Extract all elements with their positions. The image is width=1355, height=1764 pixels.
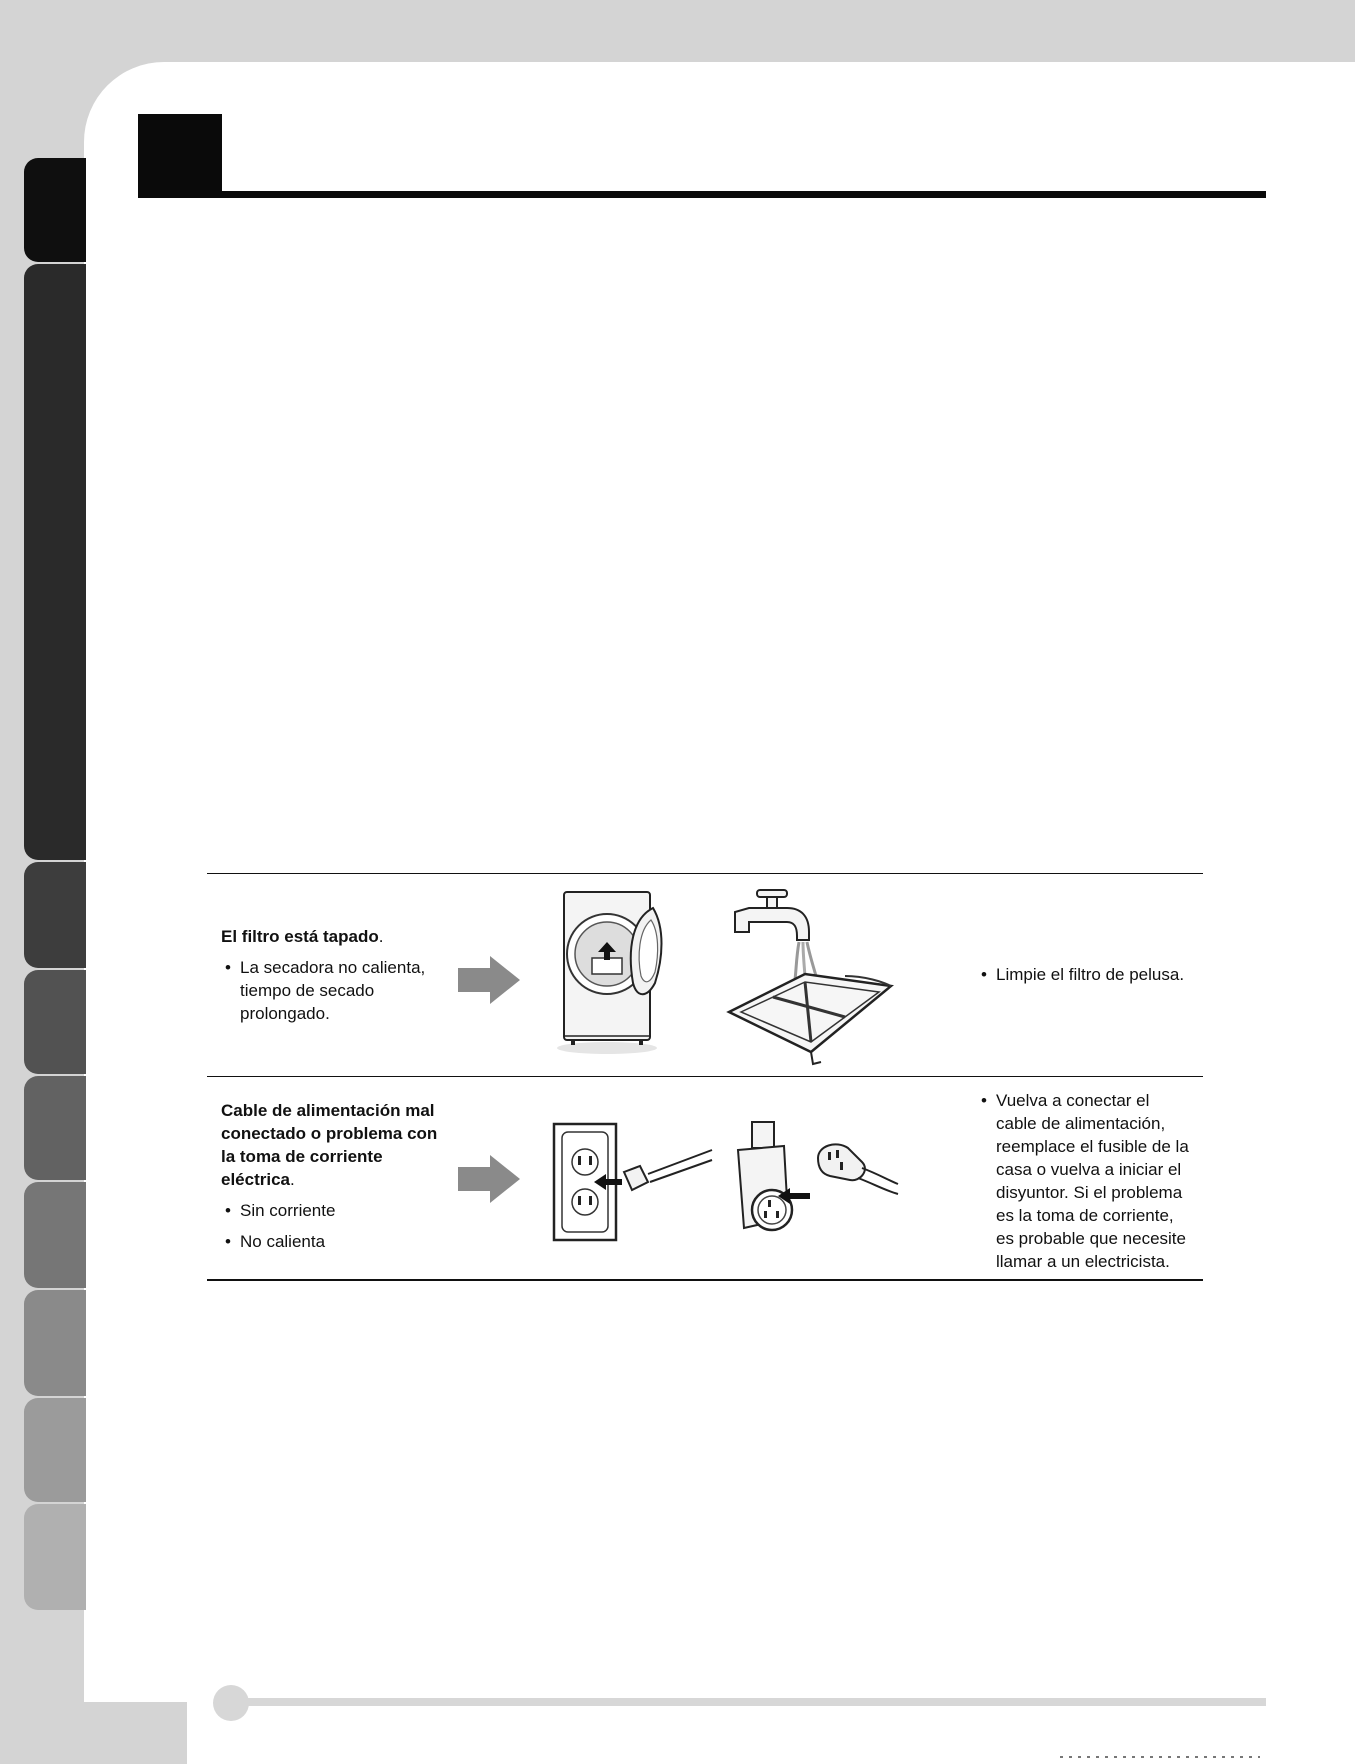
chapter-tab-7[interactable] (24, 1290, 86, 1396)
table-row-2-cause: Cable de alimentación mal conectado o problema con la toma de corriente eléctrica. • Sin corriente • No calienta (221, 1099, 451, 1253)
table-top-rule (207, 873, 1203, 874)
table-row-1-solution (980, 963, 1192, 986)
page-number-circle (213, 1685, 249, 1721)
table-row-2-solution (980, 1089, 1192, 1273)
table-row-divider (207, 1076, 1203, 1077)
chapter-tab-9[interactable] (24, 1504, 86, 1610)
manual-page (84, 62, 1355, 1702)
symptom-list (221, 956, 451, 1025)
symptom-item: • La secadora no calienta, tiempo de secado prolongado. (221, 956, 451, 1025)
faucet-rinsing-filter-icon (725, 884, 913, 1072)
page-bottom-strip (0, 1702, 1355, 1764)
table-row-1-cause: El filtro está tapado. • La secadora no calienta, tiempo de secado prolongado. (221, 925, 451, 1025)
section-header-rule (138, 191, 1266, 198)
chapter-tab-1[interactable] (24, 158, 86, 262)
cause-title: Cable de alimentación mal conectado o problema con la toma de corriente eléctrica (221, 1101, 438, 1189)
right-arrow-icon (458, 956, 520, 1004)
chapter-tab-4[interactable] (24, 970, 86, 1074)
chapter-tab-8[interactable] (24, 1398, 86, 1502)
chapter-tab-3[interactable] (24, 862, 86, 968)
chapter-tab-6[interactable] (24, 1182, 86, 1288)
right-arrow-icon (458, 1155, 520, 1203)
table-bottom-rule (207, 1279, 1203, 1281)
chapter-tab-2[interactable] (24, 264, 86, 860)
section-number-block (138, 114, 222, 194)
solution-item: • Vuelva a conectar el cable de alimentación, reemplace el fusible de la casa o vuelva a iniciar el disyuntor. Si el problema es la toma de corriente, es probable que necesite llamar a un electricista. (980, 1089, 1192, 1273)
chapter-tab-5[interactable] (24, 1076, 86, 1180)
footer-bar (230, 1698, 1266, 1706)
symptom-item: • Sin corriente (221, 1199, 451, 1222)
symptom-item: • No calienta (221, 1230, 451, 1253)
wall-outlet-plug-icon (552, 1120, 714, 1246)
cause-title: El filtro está tapado (221, 927, 379, 946)
dryer-open-door-icon (555, 888, 665, 1054)
scan-artifact (1060, 1756, 1260, 1758)
dryer-3-prong-receptacle-icon (732, 1118, 900, 1250)
solution-item: • Limpie el filtro de pelusa. (980, 963, 1192, 986)
symptom-list (221, 1199, 451, 1253)
